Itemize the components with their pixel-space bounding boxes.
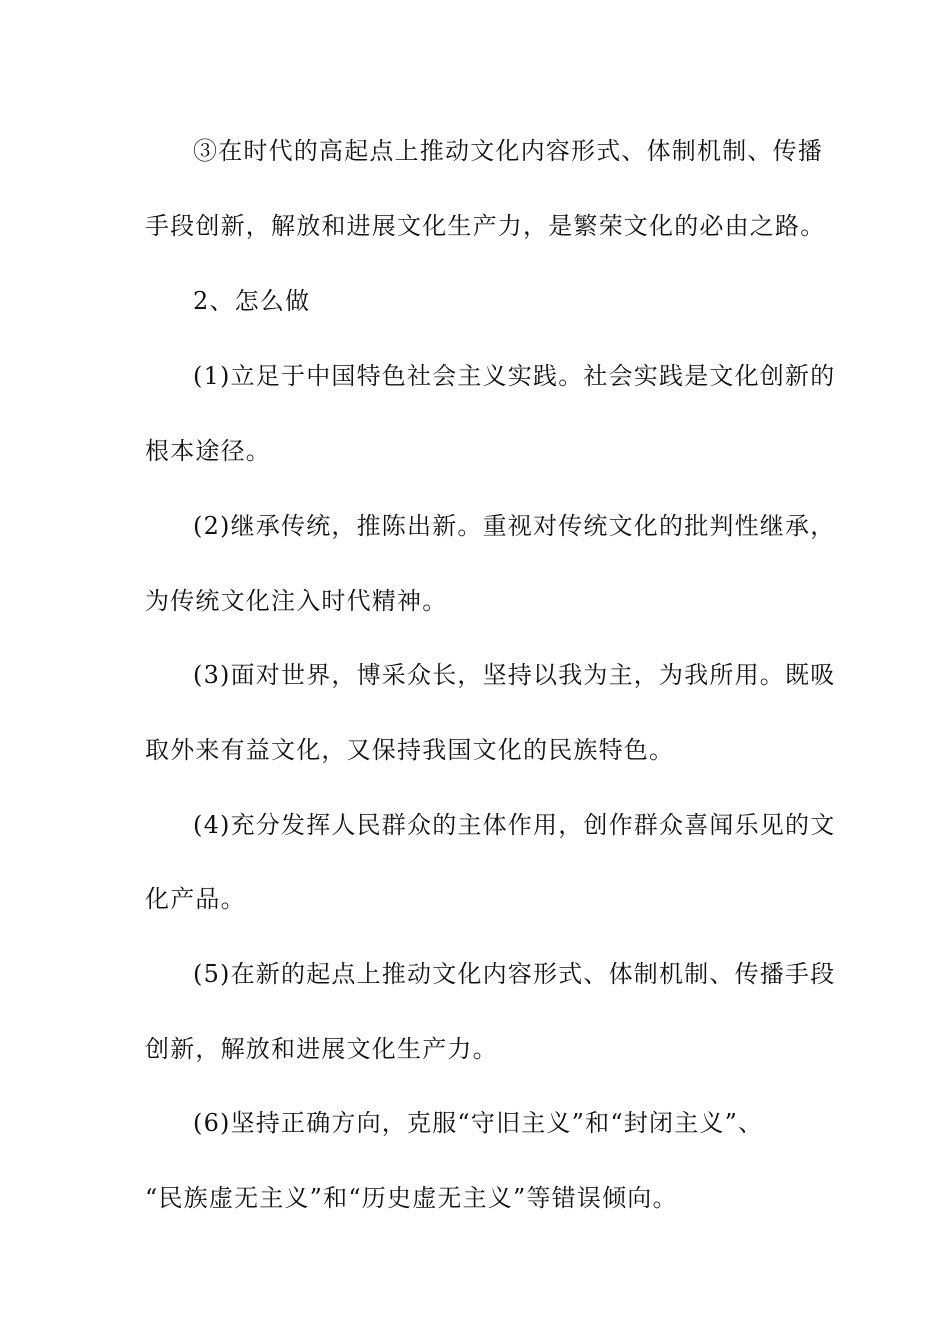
paragraph-line: (2)继承传统，推陈出新。重视对传统文化的批判性继承， bbox=[193, 512, 836, 540]
paragraph-line: 化产品。 bbox=[145, 885, 246, 913]
paragraph-line: (5)在新的起点上推动文化内容形式、体制机制、传播手段 bbox=[193, 960, 836, 988]
paragraph-line: 创新，解放和进展文化生产力。 bbox=[145, 1035, 498, 1063]
paragraph-line: ③在时代的高起点上推动文化内容形式、体制机制、传播 bbox=[193, 137, 823, 165]
paragraph-line: (1)立足于中国特色社会主义实践。社会实践是文化创新的 bbox=[193, 362, 836, 390]
paragraph-line: (6)坚持正确方向，克服“守旧主义”和“封闭主义”、 bbox=[193, 1109, 764, 1137]
paragraph-line: (4)充分发挥人民群众的主体作用，创作群众喜闻乐见的文 bbox=[193, 811, 836, 839]
paragraph-line: “民族虚无主义”和“历史虚无主义”等错误倾向。 bbox=[145, 1184, 678, 1212]
section-heading: 2、怎么做 bbox=[193, 287, 311, 315]
paragraph-line: 根本途径。 bbox=[145, 437, 271, 465]
paragraph-line: 手段创新，解放和进展文化生产力，是繁荣文化的必由之路。 bbox=[145, 212, 826, 240]
paragraph-line: (3)面对世界，博采众长，坚持以我为主，为我所用。既吸 bbox=[193, 661, 836, 689]
paragraph-line: 取外来有益文化，又保持我国文化的民族特色。 bbox=[145, 736, 675, 764]
paragraph-line: 为传统文化注入时代精神。 bbox=[145, 587, 448, 615]
